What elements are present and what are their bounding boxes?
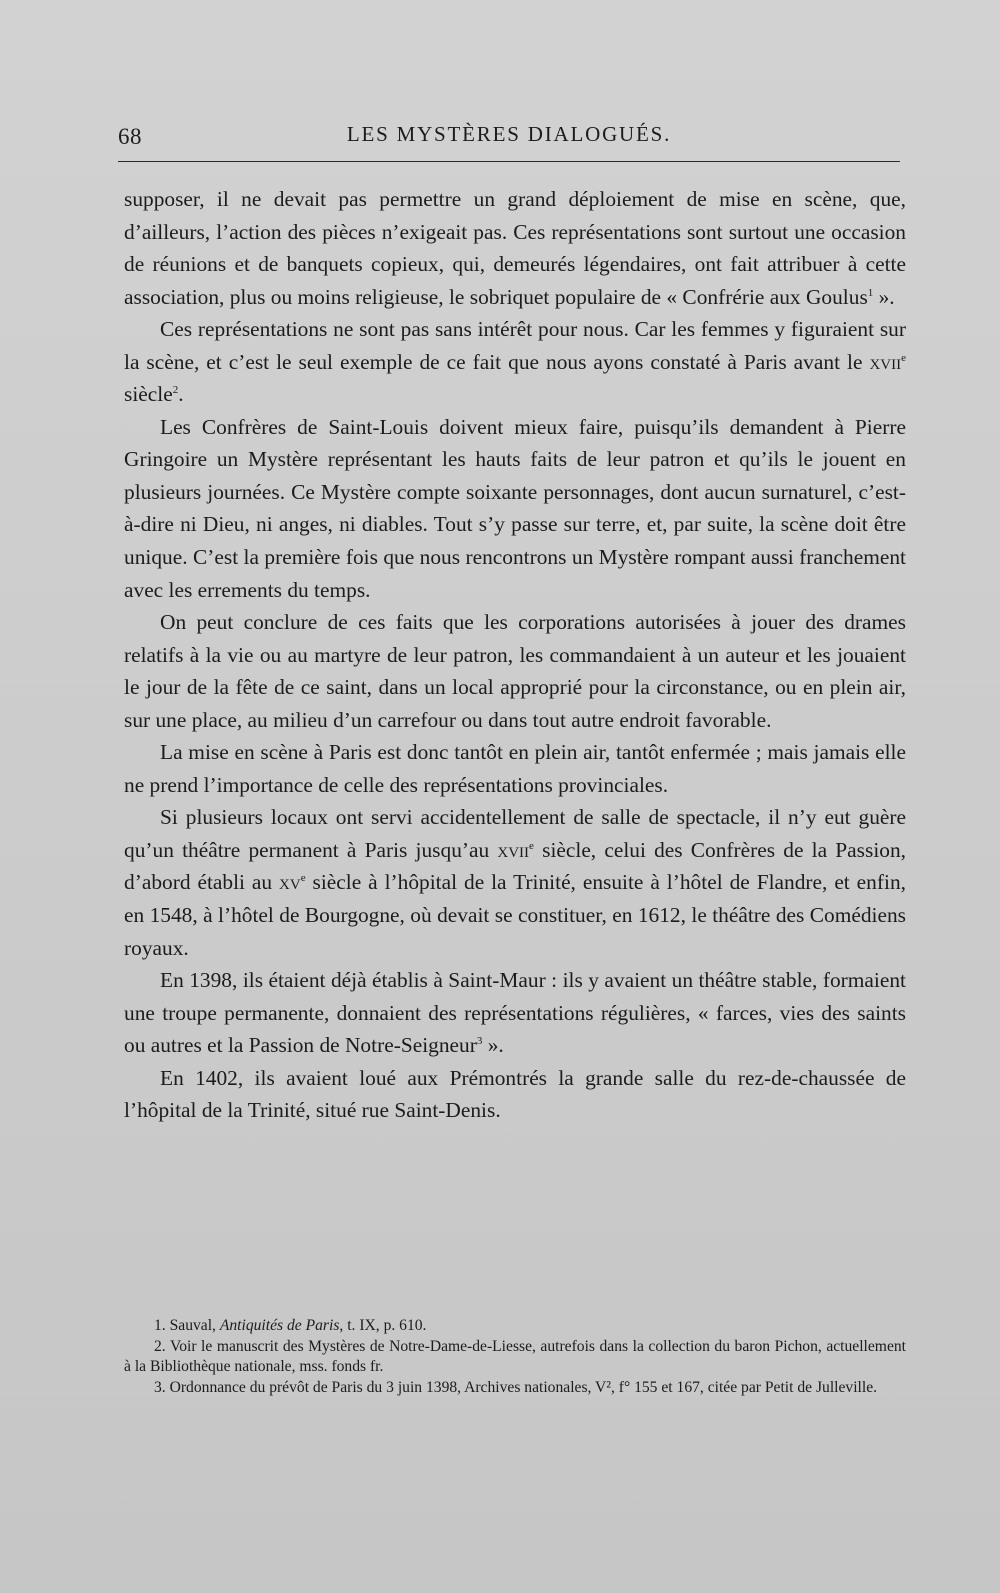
footnote-ref-2[interactable]: 2 — [172, 384, 179, 397]
header-rule — [118, 161, 900, 162]
paragraph-6: Si plusieurs locaux ont servi accidentellement de salle de spectacle, il n’y eut guère qu’un théâtre permanent à Paris jusqu’au xvii$^e$ siècle, celui des Confrères de la Passion, d’abord établi au $xv^e$ siècle à l’hôpital de la Trinité, ensuite à l’hôtel de Flandre, et enfin, en 1548, à l’hôtel de Bourgogne, où devait se constituer, en 1612, le théâtre des Comédiens royaux. — [124, 805, 906, 960]
footnotes — [124, 1316, 906, 1398]
footnote-3: 3. Ordonnance du prévôt de Paris du 3 juin 1398, Archives nationales, V², f° 155 et 167, citée par Petit de Julleville. — [154, 1378, 878, 1396]
footnote-2: 2. Voir le manuscrit des Mystères de Notre-Dame-de-Liesse, autrefois dans la collection du baron Pichon, actuellement à la Bibliothèque nationale, mss. fonds fr. — [124, 1337, 906, 1375]
paragraph-7: En 1398, ils étaient déjà établis à Saint-Maur : ils y avaient un théâtre stable, formaient une troupe permanente, donnaient des représentations régulières, « farces, vies des saints ou autres et la Passion de Notre-Seigneur$^3$ ». — [124, 968, 906, 1058]
footnote-1: 1. Sauval, Antiquités de Paris, t. IX, p. 610. — [154, 1317, 427, 1334]
body-text — [124, 183, 906, 1127]
paragraph-8: En 1402, ils avaient loué aux Prémontrés la grande salle du rez-de-chaussée de l’hôpital de la Trinité, situé rue Saint-Denis. — [124, 1065, 906, 1123]
footnote-ref-3[interactable]: 3 — [476, 1035, 483, 1048]
paragraph-4: On peut conclure de ces faits que les corporations autorisées à jouer des drames relatifs à la vie ou au martyre de leur patron, les commandaient à un auteur et les jouaient le jour de la fête de ce saint, dans un local approprié pour la circonstance, ou en plein air, sur une place, au milieu d’un carrefour ou dans tout autre endroit favorable. — [124, 610, 906, 732]
paragraph-2: Ces représentations ne sont pas sans intérêt pour nous. Car les femmes y figuraient sur la scène, et c’est le seul exemple de ce fait que nous ayons constaté à Paris avant le xvii$^e$ siècle$^2$. — [124, 317, 906, 407]
paragraph-5: La mise en scène à Paris est donc tantôt en plein air, tantôt enfermée ; mais jamais elle ne prend l’importance de celle des représentations provinciales. — [124, 740, 906, 797]
paragraph-3: Les Confrères de Saint-Louis doivent mieux faire, puisqu’ils demandent à Pierre Gringoire un Mystère représentant les hauts faits de leur patron et qu’ils le jouent en plusieurs journées. Ce Mystère compte soixante personnages, dont aucun surnaturel, c’est-à-dire ni Dieu, ni anges, ni diables. Tout s’y passe sur terre, et, par suite, la scène doit être unique. C’est la première fois que nous rencontrons un Mystère rompant aussi franchement avec les errements du temps. — [124, 414, 906, 602]
page-number: 68 — [118, 124, 142, 149]
page-header — [118, 118, 900, 158]
running-title: LES MYSTÈRES DIALOGUÉS. — [346, 122, 672, 146]
paragraph-1: supposer, il ne devait pas permettre un grand déploiement de mise en scène, que, d’ailleurs, l’action des pièces n’exigeait pas. Ces représentations sont surtout une occasion de réunions et de banquets copieux, qui, demeurés légendaires, ont fait attribuer à cette association, plus ou moins religieuse, le sobriquet populaire de « Confrérie aux Goulus$^1$ ». — [124, 187, 906, 309]
footnote-ref-1[interactable]: 1 — [867, 286, 874, 299]
